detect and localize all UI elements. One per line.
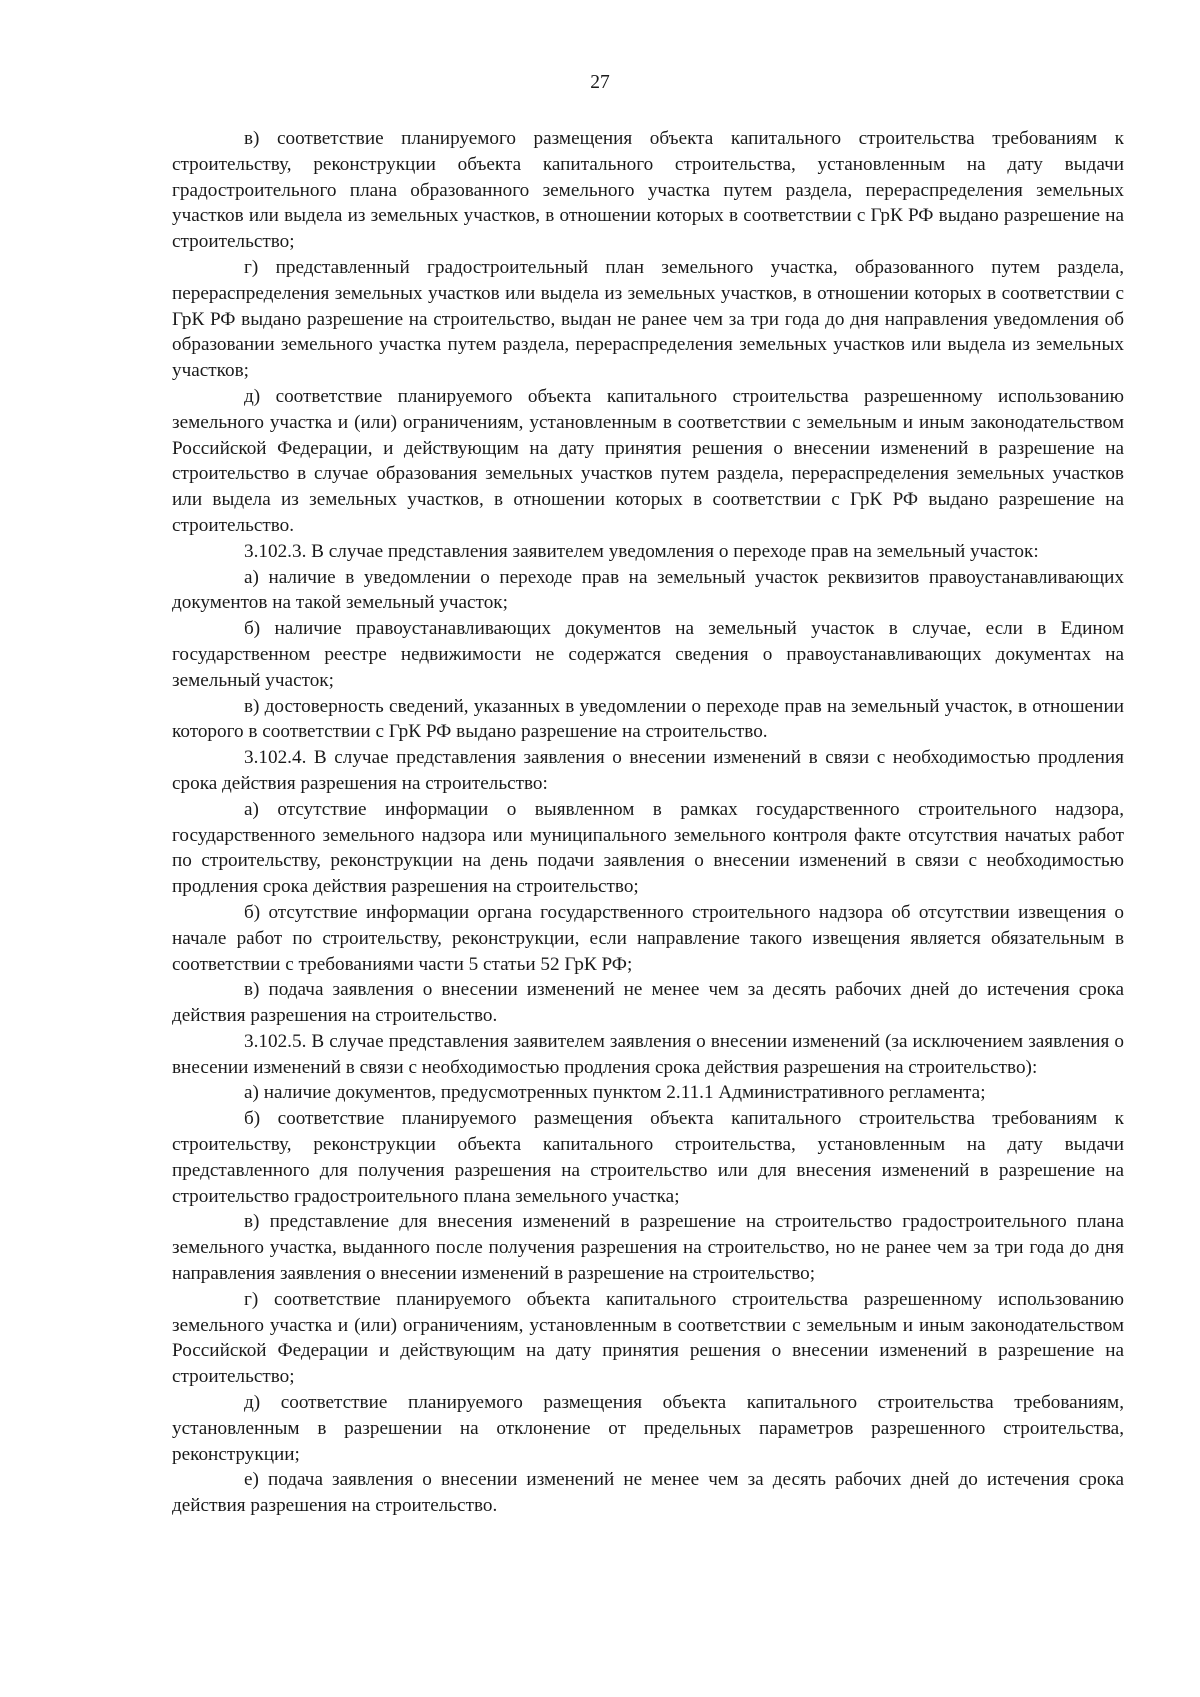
paragraph: б) наличие правоустанавливающих документов на земельный участок в случае, если в Едином государственном реестре недвижимости не содержатся сведения о правоустанавливающих документах на земельный участок;: [172, 618, 1124, 691]
paragraph: в) достоверность сведений, указанных в уведомлении о переходе прав на земельный участок, в отношении которого в соответствии с ГрК РФ выдано разрешение на строительство.: [172, 695, 1124, 743]
section-heading-3-102-4: 3.102.4. В случае представления заявления о внесении изменений в связи с необходимостью продления срока действия разрешения на строительство:: [172, 747, 1124, 794]
paragraph: б) соответствие планируемого размещения объекта капитального строительства требованиям к строительству, реконструкции объекта капитального строительства, установленным на дату выдачи представленного для получения разрешения на строительство или для внесения изменений в разрешение на строительство градостроительного плана земельного участка;: [172, 1108, 1124, 1207]
paragraph: а) наличие документов, предусмотренных пунктом 2.11.1 Административного регламента;: [244, 1082, 986, 1104]
paragraph: г) представленный градостроительный план земельного участка, образованного путем раздела, перераспределения земельных участков или выдела из земельных участков, в отношении которых в соответствии с ГрК РФ выдано разрешение на строительство, выдан не ранее чем за три года до дня направления уведомления об образовании земельного участка путем раздела, перераспределения земельных участков или выдела из земельных участков;: [172, 256, 1124, 382]
section-heading-3-102-3: 3.102.3. В случае представления заявителем уведомления о переходе прав на земельный участок:: [244, 540, 1039, 562]
section-heading-3-102-5: 3.102.5. В случае представления заявителем заявления о внесении изменений (за исключением заявления о внесении изменений в связи с необходимостью продления срока действия разрешения на строительство):: [172, 1030, 1124, 1078]
paragraph: г) соответствие планируемого объекта капитального строительства разрешенному использованию земельного участка и (или) ограничениям, установленным в соответствии с земельным и иным законодательством Российской Федерации и действующим на дату принятия решения о внесении изменений в разрешение на строительство;: [172, 1288, 1124, 1388]
page-number: 27: [590, 72, 610, 93]
paragraph: д) соответствие планируемого объекта капитального строительства разрешенному использованию земельного участка и (или) ограничениям, установленным в соответствии с земельным и иным законодательством Российской Федерации, и действующим на дату принятия решения о внесении изменений в разрешение на строительство в случае образования земельных участков путем раздела, перераспределения земельных участков или выдела из земельных участков, в отношении которых в соответствии с ГрК РФ выдано разрешение на строительство.: [172, 385, 1124, 536]
paragraph: д) соответствие планируемого размещения объекта капитального строительства требованиям, установленным в разрешении на отклонение от предельных параметров разрешенного строительства, реконструкции;: [172, 1392, 1124, 1465]
paragraph: в) представление для внесения изменений в разрешение на строительство градостроительного плана земельного участка, выданного после получения разрешения на строительство, но не ранее чем за три года до дня направления заявления о внесении изменений в разрешение на строительство;: [172, 1211, 1124, 1285]
paragraph: б) отсутствие информации органа государственного строительного надзора об отсутствии извещения о начале работ по строительству, реконструкции, если направление такого извещения является обязательным в соответствии с требованиями части 5 статьи 52 ГрК РФ;: [172, 901, 1124, 975]
paragraph: е) подача заявления о внесении изменений не менее чем за десять рабочих дней до истечения срока действия разрешения на строительство.: [172, 1469, 1124, 1517]
paragraph: а) наличие в уведомлении о переходе прав на земельный участок реквизитов правоустанавливающих документов на такой земельный участок;: [172, 566, 1124, 614]
paragraph: а) отсутствие информации о выявленном в рамках государственного строительного надзора, государственного земельного надзора или муниципального земельного контроля факте отсутствия начатых работ по строительству, реконструкции на день подачи заявления о внесении изменений в связи с необходимостью продления срока действия разрешения на строительство;: [172, 798, 1124, 898]
document-body: [172, 126, 1124, 1519]
paragraph: в) подача заявления о внесении изменений не менее чем за десять рабочих дней до истечения срока действия разрешения на строительство.: [172, 979, 1124, 1027]
paragraph: в) соответствие планируемого размещения объекта капитального строительства требованиям к строительству, реконструкции объекта капитального строительства, установленным на дату выдачи градостроительного плана образованного земельного участка путем раздела, перераспределения земельных участков или выдела из земельных участков, в отношении которых в соответствии с ГрК РФ выдано разрешение на строительство;: [172, 128, 1124, 253]
